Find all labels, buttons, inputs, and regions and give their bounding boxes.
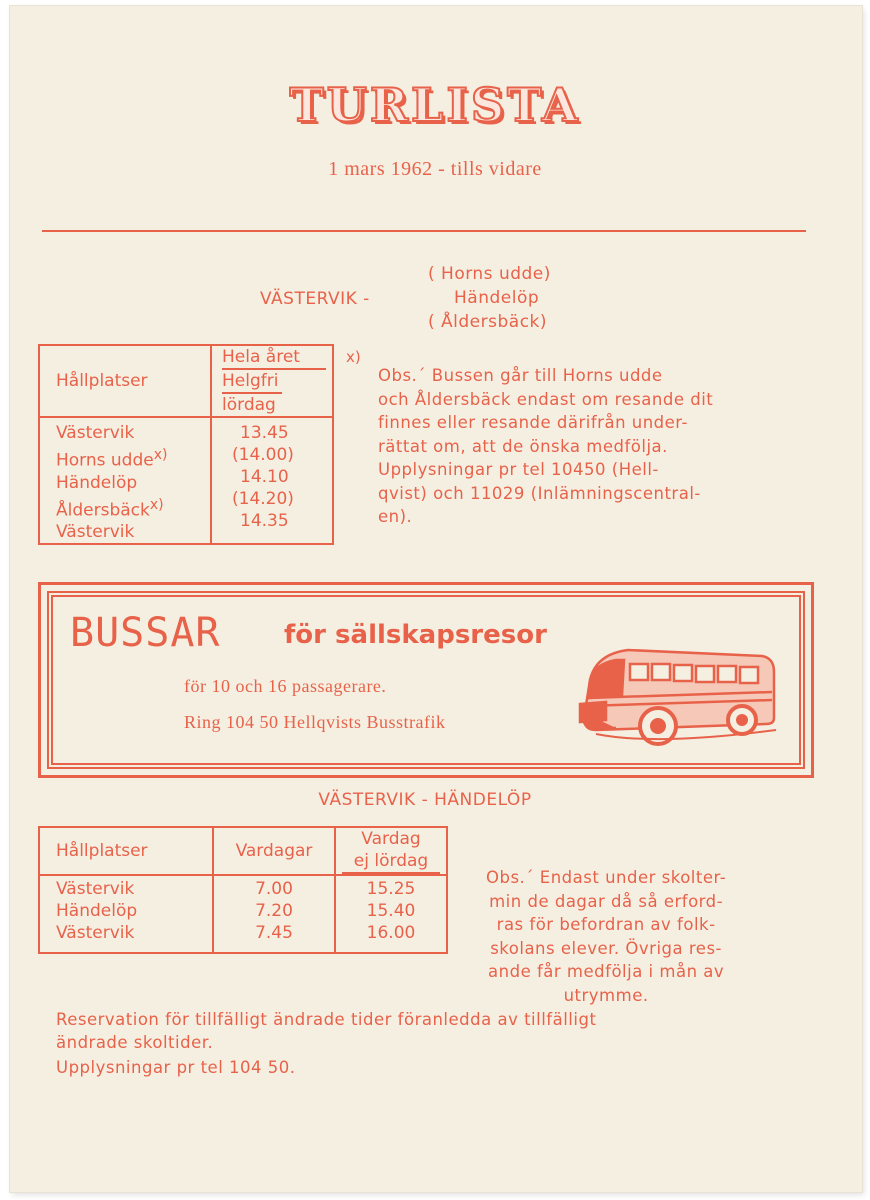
- page-title: TURLISTA: [289, 78, 581, 132]
- col-header-hela-aret: Hela året: [222, 346, 326, 370]
- time-cell: 15.40: [366, 901, 416, 921]
- route1-destinations: [428, 262, 551, 334]
- route2-note: [486, 866, 726, 1007]
- route1-dest-horns: ( Horns udde): [428, 264, 551, 284]
- weekday-times: [213, 875, 335, 953]
- stop-list: [39, 417, 211, 544]
- ad-line-phone: Ring 104 50 Hellqvists Busstrafik: [184, 712, 446, 732]
- col-header-time: [211, 345, 333, 417]
- stop-row: Horns udde$^{x)}$: [56, 447, 168, 471]
- footnote-mark: x): [346, 348, 361, 366]
- time-cell: 15.25: [366, 879, 416, 899]
- route1-origin: VÄSTERVIK -: [260, 289, 370, 309]
- time-cell: (14.20): [232, 489, 294, 509]
- note-line: och Åldersbäck endast om resande dit: [378, 389, 714, 409]
- col-header-stops: Hållplatser: [39, 827, 213, 875]
- note-line: ras för befordran av folk-: [496, 915, 716, 934]
- col-header-ej-lordag: ej lördag: [342, 850, 440, 874]
- note-line: qvist) och 11029 (Inlämningscentral-: [378, 483, 701, 503]
- time-cell: 7.20: [255, 901, 293, 921]
- ad-headline: BUSSAR: [70, 610, 221, 656]
- time-cell: 7.00: [255, 879, 293, 899]
- col-header-weekday: Vardagar: [213, 827, 335, 875]
- time-cell: 16.00: [366, 923, 416, 943]
- col-header-vardag: Vardag: [361, 829, 421, 849]
- stop-row: Västervik: [56, 923, 135, 943]
- route1-dest-handelop: Händelöp: [454, 288, 540, 308]
- note-line: en).: [378, 507, 413, 526]
- note-line: min de dagar då så erford-: [489, 891, 724, 911]
- route1-timetable: [38, 344, 334, 545]
- route2-timetable: [38, 826, 448, 954]
- note-line: skolans elever. Övriga res-: [490, 938, 722, 958]
- route1-dest-aldersback: ( Åldersbäck): [428, 312, 548, 332]
- ad-tagline: för sällskapsresor: [284, 620, 547, 650]
- note-line: ande får medfölja i mån av: [488, 962, 725, 981]
- time-cell: 13.45: [240, 423, 289, 443]
- route2-title: VÄSTERVIK - HÄNDELÖP: [318, 790, 532, 810]
- col-header-lordag: lördag: [222, 395, 276, 415]
- col-header-stops: Hållplatser: [39, 345, 211, 417]
- time-cell: 14.35: [240, 511, 289, 531]
- divider: [42, 230, 806, 232]
- col-header-weekday-nosat: [335, 827, 447, 875]
- bus-icon: [576, 640, 786, 750]
- footer-reservation: Reservation för tillfälligt ändrade tider föranledda av tillfälligt: [56, 1010, 597, 1029]
- stop-row: Händelöp: [56, 472, 138, 493]
- time-cell: 14.10: [240, 467, 289, 487]
- note-line: utrymme.: [563, 985, 649, 1005]
- note-line: finnes eller resande därifrån under-: [378, 413, 688, 432]
- footer-school-times: ändrade skoltider.: [56, 1033, 214, 1052]
- stop-row: Åldersbäck$^{x)}$: [56, 496, 164, 521]
- nosat-times: [335, 875, 447, 953]
- note-line: Upplysningar pr tel 10450 (Hell-: [378, 460, 659, 479]
- note-line: rättat om, att de önska medfölja.: [378, 436, 668, 456]
- stop-row: Västervik: [56, 522, 135, 543]
- footer-phone: Upplysningar pr tel 104 50.: [56, 1058, 296, 1077]
- stop-row: Västervik: [56, 423, 135, 443]
- route1-note: [378, 364, 713, 529]
- stop-row: Västervik: [56, 879, 135, 899]
- col-header-helgfri: Helgfri: [222, 370, 282, 394]
- time-cell: 7.45: [255, 923, 293, 943]
- time-cell: (14.00): [232, 445, 294, 465]
- note-line: Obs.´ Bussen går till Horns udde: [378, 366, 663, 385]
- validity-subtitle: 1 mars 1962 - tills vidare: [328, 158, 542, 180]
- stop-row: Händelöp: [56, 901, 138, 921]
- time-list: [211, 417, 333, 544]
- note-line: Obs.´ Endast under skolter-: [486, 868, 727, 887]
- stop-list: [39, 875, 213, 953]
- ad-line-capacity: för 10 och 16 passagerare.: [184, 676, 387, 696]
